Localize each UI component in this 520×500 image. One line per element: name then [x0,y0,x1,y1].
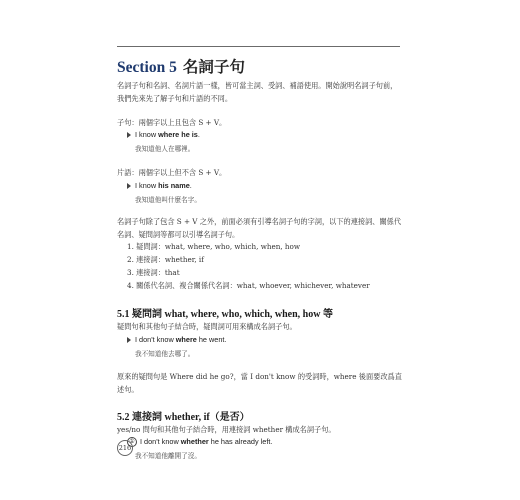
triangle-bullet-icon [127,337,131,343]
phrase-example: I know his name. [127,181,192,190]
subsection-example: I don't know where he went. [127,335,226,344]
list-item: 1. 疑問詞：what, where, who, which, when, how [127,242,301,251]
section-number: Section 5 [117,59,177,76]
circled-number-marker: ① [127,437,137,447]
phrase-translation: 我知道他叫什麼名字。 [135,196,201,204]
triangle-bullet-icon [127,183,131,189]
clause-translation: 我知道他人在哪裡。 [135,145,195,153]
subsection-text: 疑問句和其他句子結合時，疑問詞可用來構成名詞子句。 [117,322,297,331]
list-item: 4. 關係代名詞、複合關係代名詞：what, whoever, whichever, whatever [127,281,370,290]
subsection-heading: 5.1 疑問詞 what, where, who, which, when, how 等 [117,309,333,320]
subsection-text: yes/no 問句和其他句子結合時，用連接詞 whether 構成名詞子句。 [117,425,336,434]
header-rule [117,46,400,47]
intro-paragraph: 名詞子句和名詞、名詞片語一樣，皆可當主詞、受詞、補語使用。開始說明名詞子句前，我們先來先了解子句和片語的不同。 [117,81,398,103]
triangle-bullet-icon [127,132,131,138]
clause-label: 子句：兩個字以上且包含 S + V。 [117,118,227,127]
list-item: 2. 連接詞：whether, if [127,255,204,264]
subsection-translation: 我不知道他離開了沒。 [135,452,201,460]
section-title [117,55,245,77]
subsection-translation: 我不知道他去哪了。 [135,350,195,358]
explain-paragraph: 名詞子句除了包含 S + V 之外，前面必須有引導名詞子句的字詞，以下的連接詞、關係代名詞、疑問詞等都可以引導名詞子句。 [117,217,402,239]
page-number: 216 [117,440,133,456]
list-item: 3. 連接詞：that [127,268,180,277]
section-title-zh: 名詞子句 [182,59,245,76]
clause-example: I know where he is. [127,130,200,139]
note-paragraph: 原來的疑問句是 Where did he go?，當 I don't know 的受詞時，where 後面要改爲直述句。 [117,372,402,394]
subsection-example: ① I don't know whether he has already left. [127,437,272,447]
phrase-label: 片語：兩個字以上但不含 S + V。 [117,168,227,177]
subsection-heading: 5.2 連接詞 whether, if（是否） [117,412,250,423]
